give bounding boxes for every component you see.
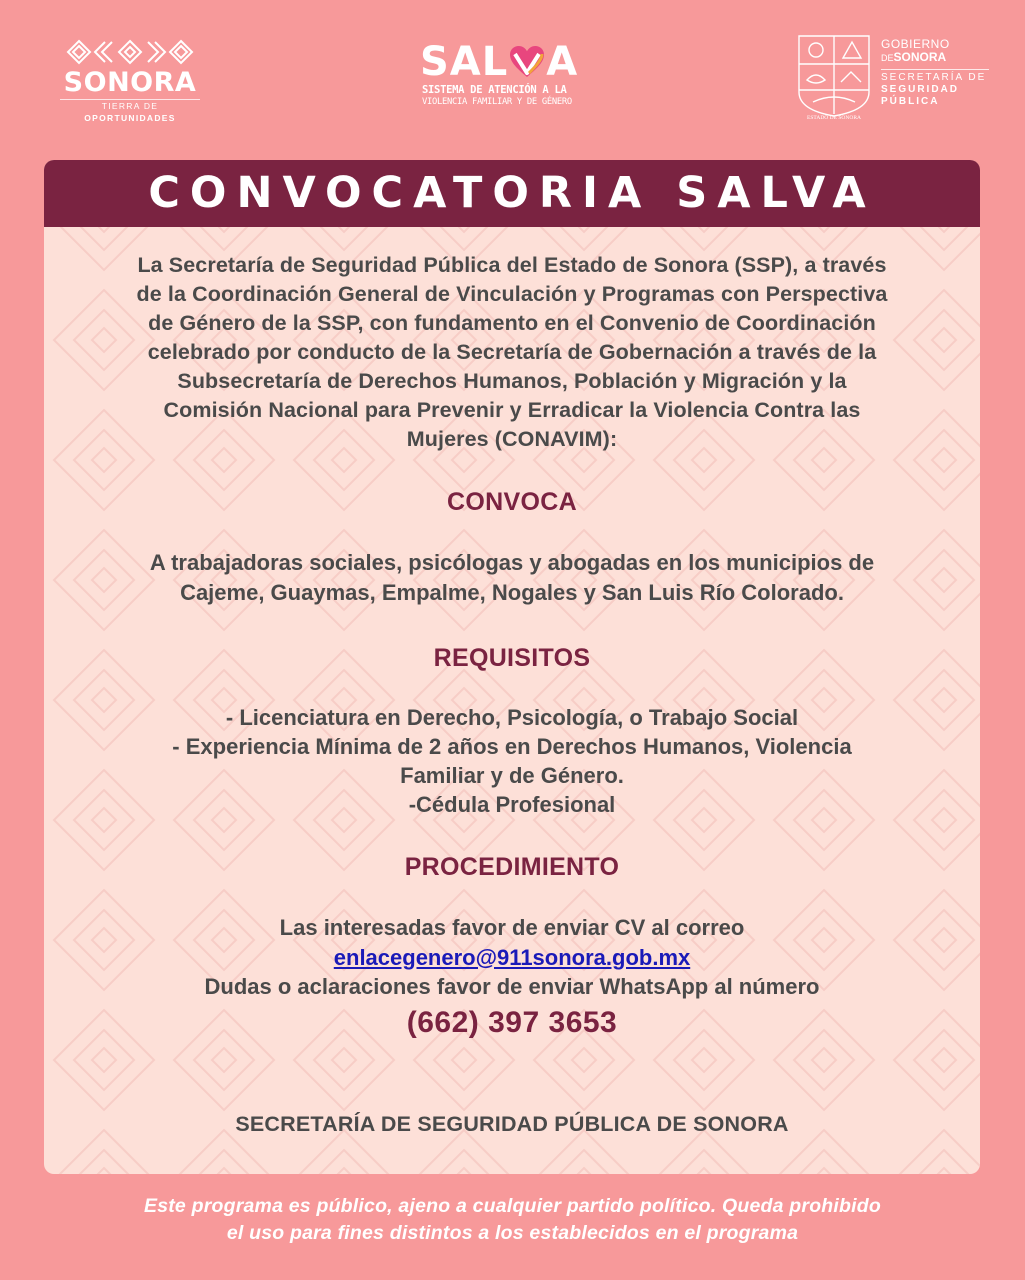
requisito-item: -Cédula Profesional [408,792,616,817]
requisitos-list [84,703,940,819]
sonora-tagline: TIERRA DE OPORTUNIDADES [60,99,200,124]
convoca-line: Cajeme, Guaymas, Empalme, Nogales y San Luis Río Colorado. [180,580,844,605]
gobierno-line: GOBIERNO [881,37,950,51]
convoca-heading: CONVOCA [447,488,577,516]
convoca-line: A trabajadoras sociales, psicólogas y abogadas en los municipios de [149,550,875,575]
salva-wordmark: SAL A [420,39,579,85]
intro-paragraph [104,251,920,454]
publica-line: PÚBLICA [881,96,940,107]
card-content [44,227,980,1138]
logo-divider [881,69,989,70]
requisitos-heading: REQUISITOS [433,644,591,672]
salva-subtitle-1: SISTEMA DE ATENCIÓN A LA [422,84,567,96]
procedimiento-line: Dudas o aclaraciones favor de enviar WhatsApp al número [204,974,820,999]
heart-icon [509,45,545,79]
intro-line: Subsecretaría de Derechos Humanos, Población y Migración y la [177,369,847,393]
intro-line: de Género de la SSP, con fundamento en el Convenio de Coordinación [148,311,876,335]
procedimiento-line: Las interesadas favor de enviar CV al correo [279,915,745,940]
procedimiento-text [84,913,940,1041]
gobierno-sonora-logo [795,32,990,124]
sonora-logo [50,38,210,123]
sonora-wordmark: SONORA [63,67,197,98]
intro-line: Mujeres (CONAVIM): [406,427,618,451]
requisito-item: Familiar y de Género. [400,763,624,788]
de-sonora-line: DESONORA [881,50,947,64]
page-title: CONVOCATORIA SALVA [148,168,876,218]
state-seal-icon [795,32,873,120]
sonora-pattern-icon [65,38,195,66]
intro-line: La Secretaría de Seguridad Pública del Estado de Sonora (SSP), a través [137,253,887,277]
announcement-card [44,160,980,1174]
intro-line: de la Coordinación General de Vinculación y Programas con Perspectiva [136,282,888,306]
intro-line: celebrado por conducto de la Secretaría de Gobernación a través de la [147,340,877,364]
organization-footer: SECRETARÍA DE SEGURIDAD PÚBLICA DE SONORA [235,1111,789,1136]
salva-logo [420,40,580,120]
intro-line: Comisión Nacional para Prevenir y Erradicar la Violencia Contra las [163,398,861,422]
whatsapp-phone-number: (662) 397 3653 [406,1005,618,1039]
seguridad-line: SEGURIDAD [881,84,960,95]
procedimiento-heading: PROCEDIMIENTO [404,853,620,881]
legal-disclaimer [0,1193,1025,1247]
email-link[interactable]: enlacegenero@911sonora.gob.mx [333,944,691,970]
secretaria-line: SECRETARÍA DE [881,72,987,83]
card-header [44,160,980,227]
salva-subtitle-2: VIOLENCIA FAMILIAR Y DE GÉNERO [422,97,572,107]
disclaimer-line: el uso para fines distintos a los establecidos en el programa [226,1222,799,1244]
requisito-item: - Licenciatura en Derecho, Psicología, o Trabajo Social [225,705,799,730]
requisito-item: - Experiencia Mínima de 2 años en Derechos Humanos, Violencia [172,734,852,759]
disclaimer-line: Este programa es público, ajeno a cualquier partido político. Queda prohibido [143,1195,881,1217]
convoca-text [84,548,940,608]
seal-caption: ESTADO DE SONORA [807,115,861,120]
